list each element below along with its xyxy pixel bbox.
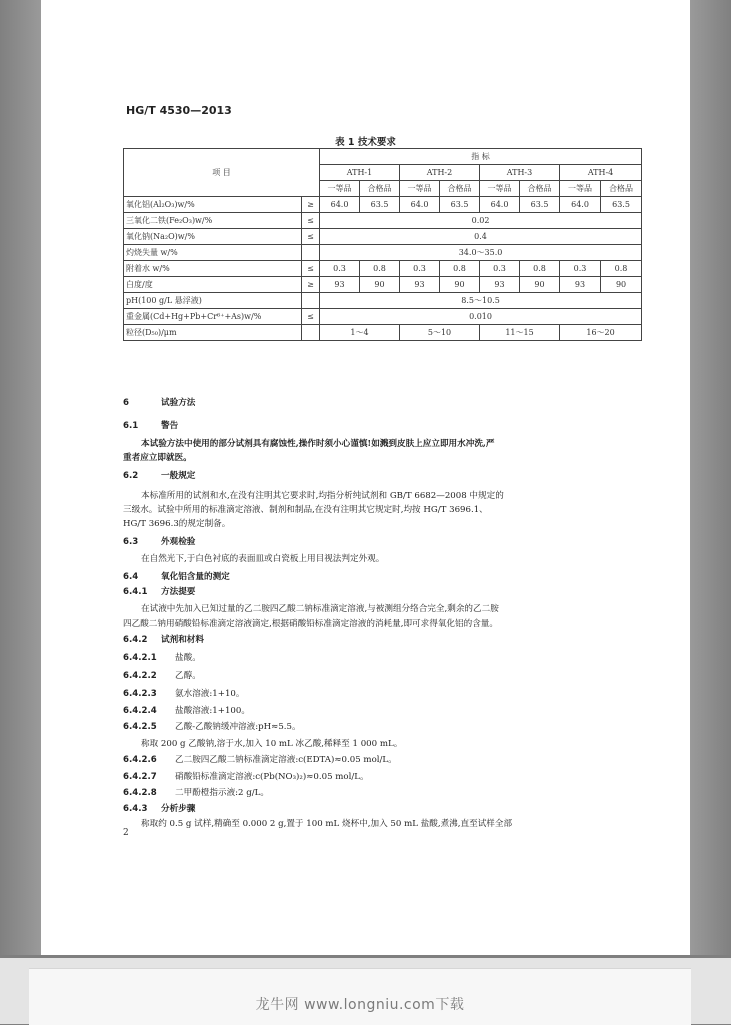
row-item: 氧化铝(Al₂O₃)w/% (124, 197, 302, 213)
row-value: 0.3 (400, 261, 440, 277)
row-value: 16～20 (560, 325, 642, 341)
row-value: 64.0 (480, 197, 520, 213)
section-title: 警告 (161, 421, 179, 431)
paragraph-line: 在试液中先加入已知过量的乙二胺四乙酸二钠标准滴定溶液,与被测组分络合完全,剩余的乙二胺 (141, 604, 499, 614)
standard-code: HG/T 4530—2013 (126, 104, 232, 117)
section-number: 6.4.1 (123, 587, 148, 597)
reagent-item (123, 771, 643, 783)
page-gutter-left (0, 0, 41, 955)
row-item: 附着水 w/% (124, 261, 302, 277)
item-number: 6.4.2.5 (123, 722, 157, 732)
table-head-grade: ATH-3 (480, 165, 560, 181)
row-value: 0.8 (440, 261, 480, 277)
paragraph-line: 四乙酸二钠用硝酸铅标准滴定溶液滴定,根据硝酸铅标准滴定溶液的消耗量,即可求得氧化铝的含量。 (123, 619, 498, 629)
item-number: 6.4.2.8 (123, 788, 157, 798)
row-value: 0.3 (560, 261, 601, 277)
row-value: 64.0 (400, 197, 440, 213)
row-value: 11～15 (480, 325, 560, 341)
table-head-indicator: 指 标 (320, 149, 642, 165)
footer-bar (0, 958, 731, 1024)
section-heading (123, 586, 643, 598)
row-value: 63.5 (360, 197, 400, 213)
table-row (124, 309, 642, 325)
section-title: 试剂和材料 (161, 635, 204, 645)
item-text: 乙酸-乙酸钠缓冲溶液:pH≈5.5。 (175, 722, 301, 732)
row-symbol: ≥ (302, 197, 320, 213)
section-title: 氧化铝含量的测定 (161, 572, 230, 582)
row-value: 93 (480, 277, 520, 293)
page-number: 2 (123, 828, 129, 838)
row-item: 灼烧失量 w/% (124, 245, 302, 261)
reagent-item (123, 652, 643, 664)
table-row (124, 197, 642, 213)
section-title: 一般规定 (161, 471, 196, 481)
section-heading (123, 803, 643, 815)
section-number: 6.4.2 (123, 635, 148, 645)
table-row (124, 325, 642, 341)
reagent-item (123, 754, 643, 766)
table-row (124, 245, 642, 261)
row-item: 氧化钠(Na₂O)w/% (124, 229, 302, 245)
table-head-grade: ATH-4 (560, 165, 642, 181)
table-head-sub: 一等品 (400, 181, 440, 197)
section-heading (123, 420, 643, 432)
row-value: 93 (400, 277, 440, 293)
reagent-item (123, 705, 643, 717)
table-row (124, 293, 642, 309)
table-head-grade: ATH-1 (320, 165, 400, 181)
paragraph-line: 重者应立即就医。 (123, 453, 192, 463)
row-value: 93 (560, 277, 601, 293)
row-item: 白度/度 (124, 277, 302, 293)
item-text: 盐酸。 (175, 653, 201, 663)
row-value: 90 (520, 277, 560, 293)
section-number: 6.4.3 (123, 804, 148, 814)
page-gutter-right (690, 0, 731, 955)
paragraph-line: 本标准所用的试剂和水,在没有注明其它要求时,均指分析纯试剂和 GB/T 6682—2008 中规定的 (141, 491, 504, 501)
paragraph-line: 在自然光下,于白色衬底的表面皿或白瓷板上用目视法判定外观。 (141, 554, 385, 564)
table-caption: 表 1 技术要求 (335, 137, 396, 148)
row-value: 64.0 (320, 197, 360, 213)
item-number: 6.4.2.7 (123, 772, 157, 782)
table-row (124, 277, 642, 293)
table-row (124, 213, 642, 229)
row-value: 34.0～35.0 (320, 245, 642, 261)
row-symbol: ≤ (302, 261, 320, 277)
row-value: 90 (601, 277, 642, 293)
section-heading (123, 397, 643, 409)
section-title: 分析步骤 (161, 804, 196, 814)
row-value: 93 (320, 277, 360, 293)
section-heading (123, 571, 643, 583)
row-symbol: ≤ (302, 229, 320, 245)
spec-table (123, 148, 642, 341)
reagent-item (123, 670, 643, 682)
item-number: 6.4.2.4 (123, 706, 157, 716)
section-title: 方法提要 (161, 587, 196, 597)
footer-panel (29, 968, 691, 1025)
table-row (124, 229, 642, 245)
footer-watermark: 龙牛网 www.longniu.com下载 (255, 997, 465, 1013)
item-number: 6.4.2.1 (123, 653, 157, 663)
table-head-sub: 一等品 (320, 181, 360, 197)
item-text: 乙醇。 (175, 671, 201, 681)
item-number: 6.4.2.2 (123, 671, 157, 681)
row-value: 5～10 (400, 325, 480, 341)
item-text: 硝酸铅标准滴定溶液:c(Pb(NO₃)₂)≈0.05 mol/L。 (175, 772, 369, 782)
paragraph-line: 称取 200 g 乙酸钠,溶于水,加入 10 mL 冰乙酸,稀释至 1 000 mL。 (141, 739, 403, 749)
row-value: 90 (440, 277, 480, 293)
paragraph-line: 本试验方法中使用的部分试剂具有腐蚀性,操作时须小心谨慎!如溅到皮肤上应立即用水冲洗,严 (141, 439, 495, 449)
row-symbol: ≤ (302, 309, 320, 325)
table-head-sub: 一等品 (480, 181, 520, 197)
table-row (124, 261, 642, 277)
section-number: 6.4 (123, 572, 139, 582)
row-symbol (302, 325, 320, 341)
row-value: 1～4 (320, 325, 400, 341)
paragraph-line: 三级水。试验中所用的标准滴定溶液、制剂和制品,在没有注明其它规定时,均按 HG/T 3696.1、 (123, 505, 488, 515)
section-heading (123, 470, 643, 482)
section-number: 6 (123, 398, 129, 408)
row-value: 0.3 (320, 261, 360, 277)
row-value: 0.8 (520, 261, 560, 277)
row-symbol: ≤ (302, 213, 320, 229)
row-item: pH(100 g/L 悬浮液) (124, 293, 302, 309)
reagent-item (123, 688, 643, 700)
item-text: 氨水溶液:1+10。 (175, 689, 245, 699)
row-value: 0.8 (601, 261, 642, 277)
row-value: 63.5 (520, 197, 560, 213)
row-symbol (302, 245, 320, 261)
section-title: 外观检验 (161, 537, 196, 547)
item-text: 乙二胺四乙酸二钠标准滴定溶液:c(EDTA)≈0.05 mol/L。 (175, 755, 397, 765)
row-value: 63.5 (601, 197, 642, 213)
item-number: 6.4.2.3 (123, 689, 157, 699)
table-head-sub: 合格品 (601, 181, 642, 197)
table-head-sub: 合格品 (360, 181, 400, 197)
paragraph-line: HG/T 3696.3的规定制备。 (123, 519, 231, 529)
item-number: 6.4.2.6 (123, 755, 157, 765)
document-page (41, 0, 690, 955)
row-symbol: ≥ (302, 277, 320, 293)
row-value: 0.010 (320, 309, 642, 325)
row-symbol (302, 293, 320, 309)
paragraph-line: 称取约 0.5 g 试样,精确至 0.000 2 g,置于 100 mL 烧杯中,加入 50 mL 盐酸,煮沸,直至试样全部 (141, 819, 513, 829)
reagent-item (123, 721, 643, 733)
row-value: 0.8 (360, 261, 400, 277)
table-head-sub: 合格品 (440, 181, 480, 197)
row-value: 64.0 (560, 197, 601, 213)
section-number: 6.1 (123, 421, 139, 431)
row-item: 三氧化二铁(Fe₂O₃)w/% (124, 213, 302, 229)
table-head-sub: 合格品 (520, 181, 560, 197)
section-number: 6.3 (123, 537, 139, 547)
item-text: 盐酸溶液:1+100。 (175, 706, 250, 716)
row-item: 粒径(D₅₀)/μm (124, 325, 302, 341)
section-heading (123, 634, 643, 646)
row-value: 90 (360, 277, 400, 293)
section-number: 6.2 (123, 471, 139, 481)
table-head-sub: 一等品 (560, 181, 601, 197)
table-head-item: 项 目 (124, 149, 320, 197)
item-text: 二甲酚橙指示液:2 g/L。 (175, 788, 269, 798)
row-value: 63.5 (440, 197, 480, 213)
row-value: 8.5～10.5 (320, 293, 642, 309)
section-heading (123, 536, 643, 548)
table-head-grade: ATH-2 (400, 165, 480, 181)
row-value: 0.02 (320, 213, 642, 229)
section-title: 试验方法 (161, 398, 196, 408)
reagent-item (123, 787, 643, 799)
row-value: 0.4 (320, 229, 642, 245)
row-value: 0.3 (480, 261, 520, 277)
row-item: 重金属(Cd+Hg+Pb+Cr⁶⁺+As)w/% (124, 309, 302, 325)
